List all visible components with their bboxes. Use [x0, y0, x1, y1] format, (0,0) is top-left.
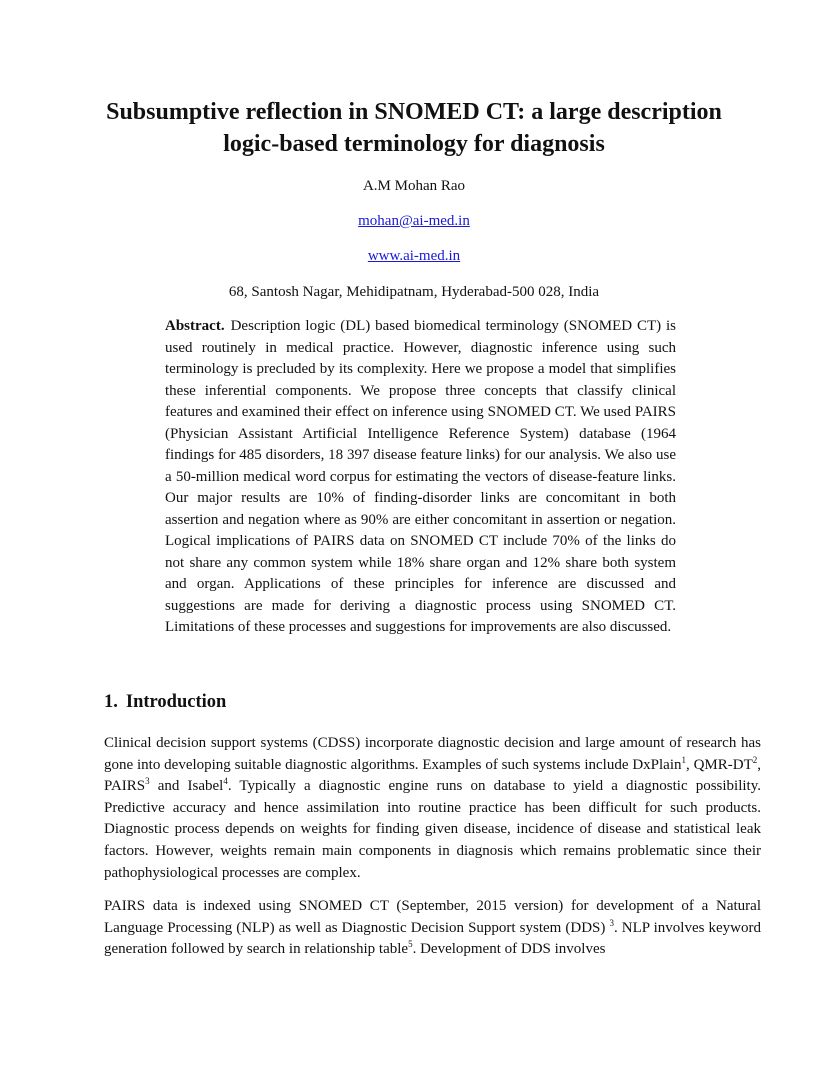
citation-ref: 5: [408, 939, 413, 950]
intro-p1-text-b: , QMR-DT: [686, 756, 753, 773]
intro-p1-text-e: . Typically a diagnostic engine runs on database to yield a diagnostic possibility. Predictive accuracy and hence assimilation into routine practice has been difficult for such products. Diagnostic process depends on weights for finding given disease, incidence of disease and statistical leak factors. However, weights remain main components in diagnosis which remains problematic since their pathophysiological processes are complex.: [104, 778, 761, 881]
abstract: [165, 316, 676, 639]
author-website-line: [0, 246, 828, 266]
author-email-line: [0, 211, 828, 231]
author-name: A.M Mohan Rao: [362, 178, 466, 194]
intro-p2-text-b: . NLP involves keyword generation followed by search in relationship table: [104, 919, 761, 958]
citation-ref: 2: [752, 754, 758, 765]
intro-p2-text-c: . Development of DDS involves: [412, 941, 606, 958]
intro-paragraph-1: [104, 733, 761, 884]
citation-ref: 4: [223, 776, 228, 787]
citation-ref: 3: [145, 776, 150, 787]
author-address: 68, Santosh Nagar, Mehidipatnam, Hyderabad-500 028, India: [228, 284, 600, 300]
abstract-text: Description logic (DL) based biomedical terminology (SNOMED CT) is used routinely in medical practice. However, diagnostic inference using such terminology is precluded by its complexity. Here we propose a model that simplifies these inferential components. We propose three concepts that classify clinical features and examined their effect on inference using SNOMED CT. We used PAIRS (Physician Assistant Artificial Intelligence Reference System) database (1964 findings for 485 disorders, 18 397 disease feature links) for our analysis. We also use a 50-million medical word corpus for estimating the vectors of disease-feature links. Our major results are 10% of finding-disorder links are concomitant in both assertion and negation where as 90% are either concomitant in assertion or negation. Logical implications of PAIRS data on SNOMED CT include 70% of the links do not share any common system while 18% share organ and 12% share both system and organ. Applications of these principles for inference are discussed and suggestions are made for deriving a diagnostic process using SNOMED CT. Limitations of these processes and suggestions for improvements are also discussed.: [165, 318, 676, 635]
title-line-2: logic-based terminology for diagnosis: [223, 131, 605, 157]
intro-p1-text-c: , PAIRS: [104, 756, 761, 795]
intro-paragraph-2: [104, 896, 761, 961]
section-heading-introduction: [104, 692, 226, 713]
intro-p1-text-d: and Isabel: [149, 778, 224, 795]
section-number: 1.: [104, 692, 118, 712]
citation-ref: 3: [609, 917, 614, 928]
paper-title: [60, 96, 768, 160]
section-title: Introduction: [125, 692, 227, 712]
citation-ref: 1: [681, 754, 686, 765]
title-line-1: Subsumptive reflection in SNOMED CT: a large description: [106, 99, 722, 125]
intro-p2-text-a: PAIRS data is indexed using SNOMED CT (September, 2015 version) for development of a Natural Language Processing (NLP) as well as Diagnostic Decision Support system (DDS): [104, 898, 761, 936]
intro-p1-text-a: Clinical decision support systems (CDSS) incorporate diagnostic decision and large amount of research has gone into developing suitable diagnostic algorithms. Examples of such systems include DxPlain: [104, 735, 761, 773]
author-website-link[interactable]: www.ai-med.in: [367, 248, 461, 264]
author-email-link[interactable]: mohan@ai-med.in: [358, 213, 470, 229]
abstract-label: Abstract.: [165, 318, 225, 334]
